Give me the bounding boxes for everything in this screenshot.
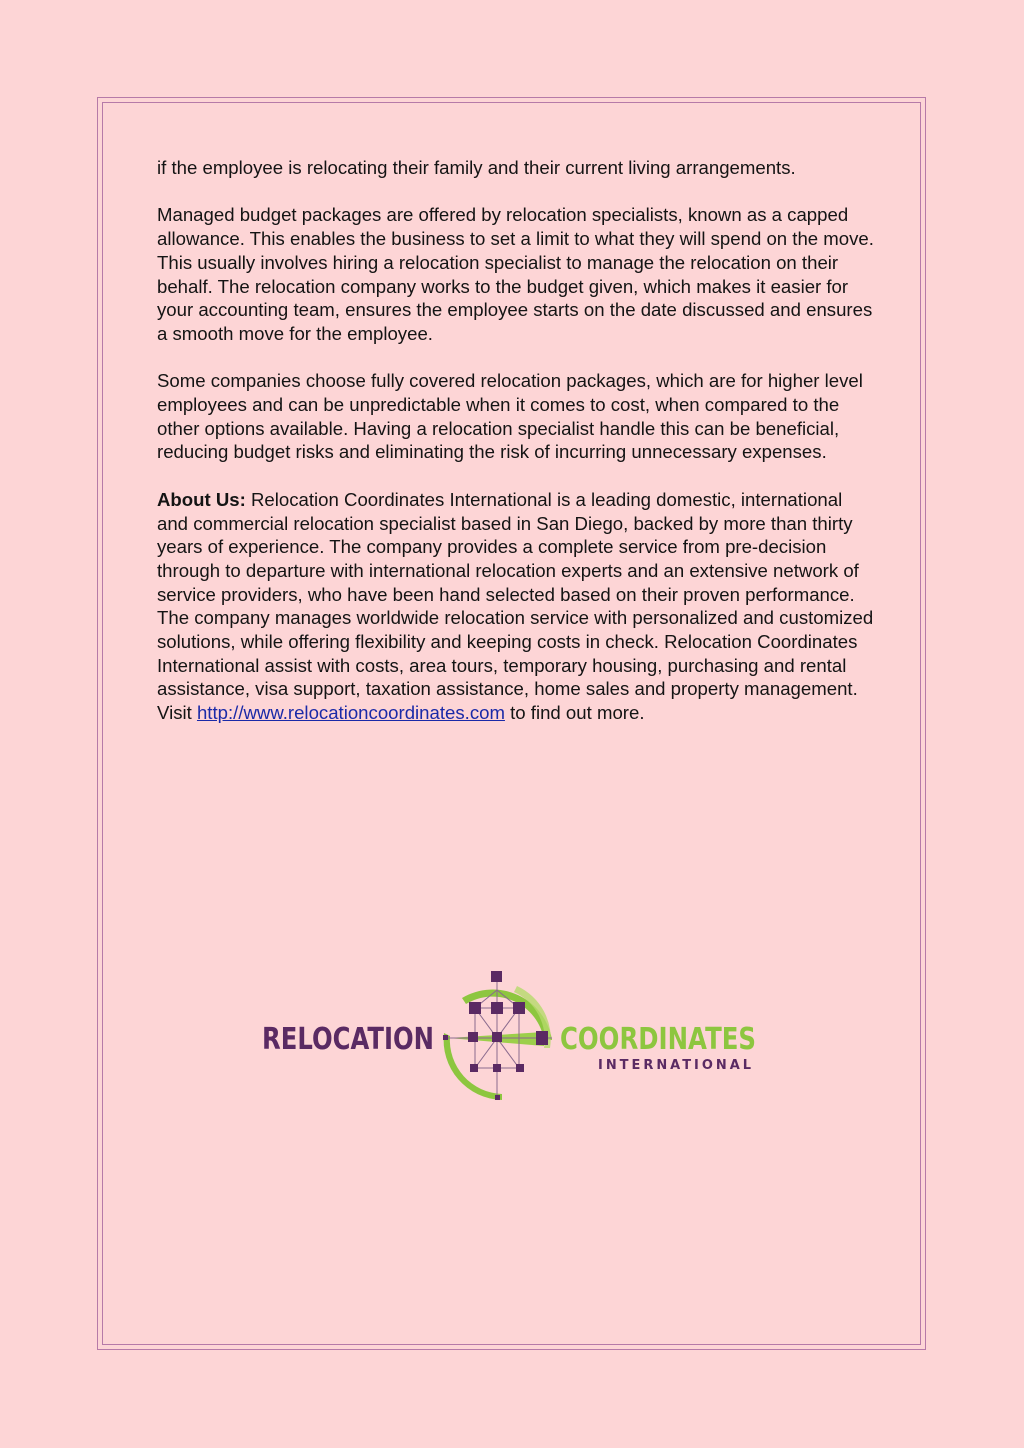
paragraph-1: if the employee is relocating their family and their current living arrangements.: [157, 157, 796, 178]
about-text: Relocation Coordinates International is a leading domestic, international and commercial relocation specialist based in San Diego, backed by more than thirty years of experience. The company provides a complete service from pre-decision through to departure with international relocation experts and an extensive network of service providers, who have been hand selected based on their proven performance. The company manages worldwide relocation service with personalized and customized solutions, while offering flexibility and keeping costs in check. Relocation Coordinates International assist with costs, area tours, temporary housing, purchasing and rental assistance, visa support, taxation assistance, home sales and property management. Visit: [157, 488, 874, 724]
paragraph-2: Managed budget packages are offered by relocation specialists, known as a capped allowance. This enables the business to set a limit to what they will spend on the move. This usually involves hiring a relocation specialist to manage the relocation on their behalf. The relocation company works to the budget given, which makes it easier for your accounting team, ensures the employee starts on the date discussed and ensures a smooth move for the employee.: [157, 204, 874, 344]
website-link[interactable]: http://www.relocationcoordinates.com: [196, 702, 505, 724]
about-label: About Us:: [157, 488, 246, 510]
document-body: [157, 156, 877, 749]
about-closing-text: to find out more.: [504, 702, 645, 724]
company-logo: [262, 968, 762, 1104]
logo-word-coordinates: COORDINATES: [560, 1022, 756, 1057]
about-paragraph: [157, 488, 877, 725]
logo-word-international: INTERNATIONAL: [598, 1058, 754, 1073]
paragraph-3: Some companies choose fully covered relocation packages, which are for higher level employees and can be unpredictable when it comes to cost, when compared to the other options available. Having a relocation specialist handle this can be beneficial, reducing budget risks and eliminating the risk of incurring unnecessary expenses.: [157, 370, 863, 463]
logo-word-relocation: RELOCATION: [262, 1022, 434, 1057]
